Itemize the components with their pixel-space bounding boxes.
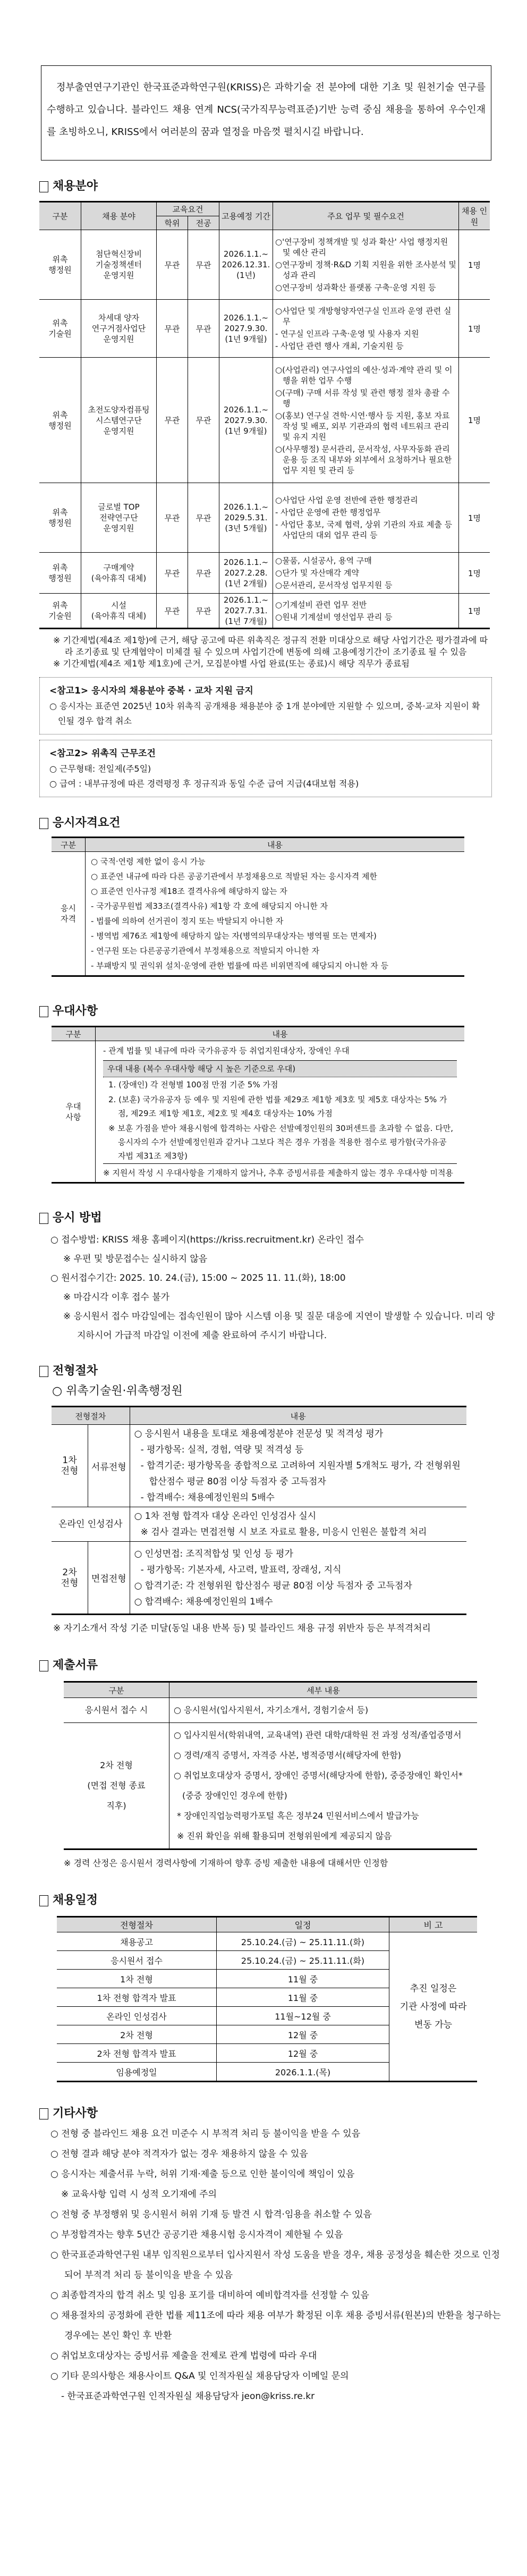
header-date: 일정	[217, 1917, 389, 1932]
section-heading-misc	[39, 2106, 527, 2122]
content-cell	[169, 1723, 478, 1849]
period-cell	[219, 230, 273, 300]
docs-note: ※ 경력 산정은 응시원서 경력사항에 기재하여 향후 증빙 제출한 내용에 대해서만 인정함	[64, 1858, 388, 1868]
misc-item: ○ 기타 문의사항은 채용사이트 Q&A 및 인적자원실 채용담당자 이메일 문의	[50, 2371, 349, 2381]
period-line: (1년 7개월)	[225, 616, 267, 626]
schedule-table	[57, 1916, 477, 2082]
remark-line: 변동 가능	[414, 2019, 453, 2030]
duty-item: ○문서관리, 문서작성 업무지원 등	[275, 580, 393, 590]
type-line: 자격	[61, 914, 76, 924]
preference-detail-header: 우대 내용 (복수 우대사항 해당 시 높은 기준으로 우대)	[103, 1061, 457, 1077]
misc-item: - 한국표준과학연구원 인적자원실 채용담당자 jeon@kriss.re.kr	[61, 2391, 315, 2402]
field-line: 첨단혁신장비	[96, 249, 142, 259]
process-item: ○ 인성면접: 조직적합성 및 인성 등 평가	[134, 1548, 293, 1559]
checkbox-square-icon	[39, 818, 48, 829]
type-line: 기술원	[48, 611, 72, 621]
misc-item: ○ 응시자는 제출서류 누락, 허위 기재·제출 등으로 인한 불이익에 책임이 있음	[50, 2169, 355, 2180]
qualify-table	[52, 837, 464, 977]
step-cell: 응시원서 접수	[57, 1951, 217, 1970]
section-heading-apply	[39, 1210, 527, 1226]
duties-cell	[273, 230, 459, 300]
process-table	[52, 1406, 466, 1615]
qualify-item: ○ 표준연 인사규정 제18조 결격사유에 해당하지 않는 자	[91, 886, 287, 896]
period-cell	[219, 553, 273, 594]
header-degree: 학위	[157, 216, 188, 230]
reference-item: ○ 근무형태: 전일제(주5일)	[49, 764, 151, 774]
duty-item: ○기계설비 관련 업무 전반	[275, 599, 367, 610]
misc-item: ○ 전형 중 블라인드 채용 요건 미준수 시 부적격 처리 등 불이익을 받을 수 있음	[50, 2129, 361, 2139]
checkbox-square-icon	[39, 1660, 48, 1671]
date-cell: 12월 중	[217, 2025, 389, 2044]
stage-line: 2차	[62, 1567, 77, 1578]
period-line: (1년)	[236, 271, 256, 280]
misc-item: ○ 최종합격자의 합격 취소 및 임용 포기를 대비하여 예비합격자를 선정할 수 있음	[50, 2290, 369, 2301]
header-content: 세부 내용	[169, 1682, 478, 1698]
table-row	[64, 1698, 477, 1723]
duty-item: ○물품, 시설공사, 용역 구매	[275, 556, 372, 565]
docs-table	[64, 1681, 477, 1850]
section-heading-schedule	[39, 1893, 527, 1908]
type-line: 행정원	[48, 573, 72, 583]
qualify-item: - 법률에 의하여 선거권이 정지 또는 박탈되지 아니한 자	[91, 916, 284, 926]
misc-item: ○ 한국표준과학연구원 내부 임직원으로부터 입사지원서 작성 도움을 받을 경우, 채용 공정성을 훼손한 것으로 인정되어 부적격 처리 등 불이익을 받을 수 있음	[50, 2250, 500, 2281]
reference-title: <참고2> 위촉직 근무조건	[49, 748, 156, 759]
field-line: (육아휴직 대체)	[91, 611, 147, 621]
type-line: 응시원서 접수 시	[84, 1705, 148, 1715]
date-cell: 11월 중	[217, 1988, 389, 2007]
step-cell: 채용공고	[57, 1932, 217, 1951]
remark-line: 추진 일정은	[410, 1983, 457, 1994]
misc-item: ※ 교육사항 입력 시 성적 오기재에 주의	[61, 2189, 217, 2200]
section-heading-qualify	[39, 815, 527, 831]
remark-cell	[389, 1932, 478, 2082]
header-type: 구분	[52, 1027, 96, 1041]
step-cell: 2차 전형 합격자 발표	[57, 2044, 217, 2063]
duty-item: ○사업단 및 개방형양자연구실 인프라 운영 관련 실무	[275, 306, 452, 326]
date-cell: 11월 중	[217, 1970, 389, 1988]
section-heading-process	[39, 1363, 527, 1379]
table-row	[64, 1723, 477, 1849]
recruit-note: ※ 기간제법(제4조 제1항 제1호)에 근거, 모집분야별 사업 완료(또는 종료)시 해당 직무가 종료됨	[53, 658, 410, 669]
duties-cell	[273, 553, 459, 594]
header-major: 전공	[188, 216, 219, 230]
stage-name-cell: 면접전형	[88, 1542, 130, 1615]
major-cell: 무관	[188, 358, 219, 483]
process-item: ○ 합격기준: 각 전형위원 합산점수 평균 80점 이상 득점자 중 고득점자	[134, 1580, 412, 1591]
process-subtitle: ○ 위촉기술원·위촉행정원	[52, 1384, 183, 1398]
reference-item: ○ 급여 : 내부규정에 따른 경력평정 후 정규직과 동일 수준 급여 지급(4대보험 적용)	[49, 779, 359, 789]
duty-item: - 연구실 인프라 구축·운영 및 사용자 지원	[275, 329, 419, 339]
table-row	[52, 852, 464, 976]
field-line: 기술정책센터	[96, 260, 142, 269]
step-cell: 1차 전형 합격자 발표	[57, 1988, 217, 2007]
reference-box-2	[39, 740, 492, 797]
prefer-note: ※ 지원서 작성 시 우대사항을 기재하지 않거나, 추후 증빙서류를 제출하지 않는 경우 우대사항 미적용	[103, 1168, 453, 1178]
process-item: - 평가항목: 기본자세, 사고력, 발표력, 장래성, 지식	[140, 1564, 342, 1575]
degree-cell: 무관	[157, 300, 188, 358]
misc-item: ○ 전형 결과 해당 분야 적격자가 없는 경우 채용하지 않을 수 있음	[50, 2149, 308, 2159]
type-line: 위촉	[52, 563, 68, 572]
table-row	[52, 1507, 466, 1542]
header-row	[52, 1407, 466, 1425]
stage-line: 1차	[62, 1455, 77, 1466]
field-cell	[81, 358, 157, 483]
date-cell: 12월 중	[217, 2044, 389, 2063]
doc-item: ○ 취업보호대상자 증명서, 장애인 증명서(해당자에 한함), 중증장애인 확인서*(중증 장애인인 경우에 한함)	[174, 1770, 463, 1801]
header-row	[39, 202, 490, 216]
header-row	[57, 1917, 477, 1932]
heading-text: 응시자격요건	[53, 816, 121, 830]
qualify-item: - 연구원 또는 다른공공기관에서 부정채용으로 적발되지 아니한 자	[91, 946, 320, 956]
type-line: 2차 전형	[100, 1760, 133, 1770]
header-row	[52, 1027, 464, 1041]
period-line: 2027.9.30.	[224, 324, 268, 333]
header-step: 전형절차	[57, 1917, 217, 1932]
period-line: 2026.1.1.~	[223, 558, 269, 567]
stage-line: 전형	[61, 1466, 79, 1476]
duty-item: ○연구장비 성과확산 플랫폼 구축·운영 지원 등	[275, 283, 436, 292]
stage-line: 전형	[61, 1577, 79, 1589]
section-heading-recruit	[39, 179, 527, 195]
field-line: 차세대 양자	[98, 313, 140, 323]
period-line: 2027.9.30.	[224, 415, 268, 425]
heading-text: 제출서류	[53, 1659, 98, 1672]
process-item: ※ 검사 결과는 면접전형 시 보조 자료로 활용, 미응시 인원은 불합격 처리	[140, 1527, 427, 1538]
content-cell	[130, 1425, 466, 1507]
reference-item: ○ 응시자는 표준연 2025년 10차 위촉직 공개채용 채용분야 중 1개 분야에만 지원할 수 있으며, 중복·교차 지원이 확인될 경우 합격 취소	[49, 701, 480, 726]
type-cell	[52, 1041, 96, 1183]
field-line: 운영지원	[103, 523, 134, 533]
heading-text: 우대사항	[53, 1004, 98, 1018]
date-cell: 2026.1.1.(목)	[217, 2063, 389, 2082]
duty-item: ○(구매) 구매 서류 작성 및 관련 행정 절차 총괄 수행	[275, 388, 450, 408]
type-cell	[39, 358, 81, 483]
table-row	[57, 1932, 477, 1951]
type-cell	[39, 553, 81, 594]
field-cell	[81, 230, 157, 300]
table-row	[39, 230, 490, 300]
duty-item: ○(사업관리) 연구사업의 예산·성과·계약 관리 및 이행을 위한 업무 수행	[275, 365, 453, 385]
major-cell: 무관	[188, 594, 219, 629]
type-line: 직후)	[106, 1801, 126, 1811]
table-row	[52, 1041, 464, 1183]
duties-cell	[273, 358, 459, 483]
step-cell: 온라인 인성검사	[57, 2007, 217, 2025]
apply-item: ※ 우편 및 방문접수는 실시하지 않음	[63, 1254, 208, 1264]
apply-item: ○ 원서접수기간: 2025. 10. 24.(금), 15:00 ~ 2025 11. 11.(화), 18:00	[50, 1273, 346, 1283]
type-line: 위촉	[52, 318, 68, 328]
stage-line: 온라인 인성검사	[58, 1519, 123, 1530]
period-line: 2026.1.1.~	[223, 313, 269, 323]
process-item: ○ 1차 전형 합격자 대상 온라인 인성검사 실시	[134, 1511, 317, 1522]
step-cell: 1차 전형	[57, 1970, 217, 1988]
recruit-note: ※ 기간제법(제4조 제1항)에 근거, 해당 공고에 따른 위촉직은 정규직 전환 미대상으로 해당 사업기간은 평가결과에 따라 조기종료 및 단계협약이 미체결 될 수 있으며 사업기간에 변동에 의해 고용예정기간이 조기종료 될 수 있음	[53, 635, 488, 657]
duty-item: - 사업단 홍보, 국제 협력, 상위 기관의 자료 제출 등 사업단의 대외 업무 관리 등	[275, 520, 453, 540]
field-line: 구매계약	[103, 563, 134, 572]
period-cell	[219, 300, 273, 358]
process-item: - 합격기준: 평가항목을 종합적으로 고려하여 지원자별 5개척도 평가, 각 전형위원 합산점수 평균 80점 이상 득점자 중 고득점자	[140, 1460, 461, 1487]
doc-item: ○ 응시원서(입사지원서, 자기소개서, 경험기술서 등)	[174, 1705, 369, 1715]
doc-item: ○ 입사지원서(학위내역, 교육내역) 관련 대학/대학원 전 과정 성적/졸업증명서	[174, 1730, 462, 1740]
period-line: 2027.2.28.	[224, 568, 268, 578]
content-cell	[96, 1041, 465, 1183]
period-line: 2026.1.1.~	[223, 249, 269, 259]
apply-item: ※ 응시원서 접수 마감일에는 접속인원이 많아 시스템 이용 및 질문 대응에 지연이 발생할 수 있습니다. 미리 양지하시어 가급적 마감일 이전에 제출 완료하여 주시기 바랍니다.	[63, 1311, 495, 1341]
header-type: 구분	[52, 838, 86, 852]
table-row	[39, 553, 490, 594]
duty-item: ○연구장비 정책·R&D 기획 지원을 위한 조사분석 및 성과 관리	[275, 260, 456, 280]
heading-text: 응시 방법	[53, 1211, 102, 1224]
field-line: 시스템연구단	[96, 415, 142, 425]
preference-detail-box	[103, 1060, 457, 1164]
qualify-item: - 국가공무원법 제33조(결격사유) 제1항 각 호에 해당되지 아니한 자	[91, 901, 328, 911]
count-cell: 1명	[459, 483, 490, 553]
duty-item: ○단가 및 자산매각 계약	[275, 568, 359, 578]
type-line: (면접 전형 종료	[87, 1780, 146, 1790]
checkbox-square-icon	[39, 1366, 48, 1377]
count-cell: 1명	[459, 230, 490, 300]
type-line: 우대	[65, 1101, 81, 1111]
count-cell: 1명	[459, 594, 490, 629]
header-content: 내용	[96, 1027, 465, 1041]
misc-list	[50, 2124, 502, 2406]
header-type: 구분	[39, 202, 81, 230]
field-line: (육아휴직 대체)	[91, 573, 147, 583]
field-line: 글로벌 TOP	[98, 502, 140, 512]
period-line: 2026.12.31.	[222, 260, 270, 269]
header-count: 채용 인원	[459, 202, 490, 230]
header-content: 내용	[130, 1407, 466, 1425]
type-line: 위촉	[52, 508, 68, 517]
degree-cell: 무관	[157, 594, 188, 629]
apply-list	[50, 1230, 497, 1345]
apply-item: ※ 마감시각 이후 접수 불가	[63, 1292, 170, 1303]
header-field: 채용 분야	[81, 202, 157, 230]
heading-text: 채용일정	[53, 1894, 98, 1907]
doc-item: * 장애인직업능력평가포털 혹은 정부24 민원서비스에서 발급가능	[177, 1811, 419, 1821]
prefer-table	[52, 1026, 464, 1184]
duty-item: ○사업단 사업 운영 전반에 관한 행정관리	[275, 495, 418, 505]
period-line: 2026.1.1.~	[223, 595, 269, 605]
reference-title: <참고1> 응시자의 채용분야 중복 · 교차 지원 금지	[49, 686, 253, 696]
apply-item: ○ 접수방법: KRISS 채용 홈페이지(https://kriss.recruitment.kr) 온라인 접수	[50, 1235, 364, 1245]
stage-name-cell: 서류전형	[88, 1425, 130, 1507]
header-stage: 전형절차	[52, 1407, 130, 1425]
degree-cell: 무관	[157, 483, 188, 553]
type-line: 행정원	[48, 420, 72, 430]
table-row	[39, 358, 490, 483]
duties-cell	[273, 483, 459, 553]
type-cell	[39, 230, 81, 300]
type-line: 위촉	[52, 601, 68, 610]
doc-item: ※ 진위 확인을 위해 활용되며 전형위원에게 제공되지 않음	[177, 1831, 392, 1841]
duty-item: - 사업단 운영에 관한 행정업무	[275, 508, 381, 517]
duty-item: ○원내 기계설비 영선업무 관리 등	[275, 612, 393, 622]
field-cell	[81, 553, 157, 594]
duty-item: ○(홍보) 연구실 견학·시연·행사 등 지원, 홍보 자료 작성 및 배포, 외부 기관과의 협력 네트워크 관리 및 유지 지원	[275, 411, 450, 442]
field-cell	[81, 300, 157, 358]
duties-cell	[273, 594, 459, 629]
heading-text: 기타사항	[53, 2107, 98, 2120]
header-row	[52, 838, 464, 852]
degree-cell: 무관	[157, 358, 188, 483]
misc-item: ○ 취업보호대상자는 증빙서류 제출을 전제로 관계 법령에 따라 우대	[50, 2351, 317, 2361]
date-cell: 25.10.24.(금) ~ 25.11.11.(화)	[217, 1951, 389, 1970]
major-cell: 무관	[188, 230, 219, 300]
content-cell	[130, 1542, 466, 1615]
count-cell: 1명	[459, 553, 490, 594]
process-item: ○ 합격배수: 채용예정인원의 1배수	[134, 1596, 273, 1607]
period-line: (3년 5개월)	[225, 523, 267, 533]
stage-cell	[52, 1542, 88, 1615]
table-row	[39, 594, 490, 629]
table-row	[52, 1425, 466, 1507]
intro-box	[41, 65, 491, 161]
process-note: ※ 자기소개서 작성 기준 미달(동일 내용 반복 등) 및 블라인드 채용 규정 위반자 등은 부적격처리	[53, 1623, 431, 1634]
period-line: 2026.1.1.~	[223, 502, 269, 512]
date-cell: 25.10.24.(금) ~ 25.11.11.(화)	[217, 1932, 389, 1951]
type-line: 행정원	[48, 265, 72, 275]
misc-item: ○ 부정합격자는 향후 5년간 공공기관 채용시험 응시자격이 제한될 수 있음	[50, 2229, 343, 2240]
checkbox-square-icon	[39, 1213, 48, 1224]
preference-detail-item: 2. (보훈) 국가유공자 등 예우 및 지원에 관한 법률 제29조 제1항 제3호 및 제5호 대상자는 5% 가점, 제29조 제1항 제1호, 제2호 및 제4호 대상자는 10% 가점	[108, 1095, 447, 1118]
checkbox-square-icon	[39, 2108, 48, 2119]
field-line: 운영지원	[103, 426, 134, 436]
process-item: ○ 응시원서 내용을 토대로 채용예정분야 전문성 및 적격성 평가	[134, 1429, 384, 1439]
count-cell: 1명	[459, 300, 490, 358]
period-line: 2029.5.31.	[224, 513, 268, 522]
type-line: 기술원	[48, 329, 72, 339]
recruit-table	[39, 201, 490, 629]
section-heading-prefer	[39, 1003, 527, 1019]
header-period: 고용예정 기간	[219, 202, 273, 230]
header-content: 내용	[86, 838, 465, 852]
checkbox-square-icon	[39, 1006, 48, 1017]
field-line: 연구거점사업단	[91, 324, 146, 333]
field-line: 시설	[111, 601, 126, 610]
heading-text: 전형절차	[53, 1364, 98, 1378]
process-item: - 합격배수: 채용예정인원의 5배수	[140, 1492, 275, 1503]
content-cell	[169, 1698, 478, 1723]
field-cell	[81, 594, 157, 629]
content-cell	[130, 1507, 466, 1542]
header-remark: 비 고	[389, 1917, 478, 1932]
process-item: - 평가항목: 실적, 경험, 역량 및 적격성 등	[140, 1445, 304, 1455]
major-cell: 무관	[188, 300, 219, 358]
table-row	[52, 1542, 466, 1615]
table-row	[39, 483, 490, 553]
misc-item: ○ 채용절차의 공정화에 관한 법률 제11조에 따라 채용 여부가 확정된 이후 채용 증빙서류(원본)의 반환을 청구하는 경우에는 본인 확인 후 반환	[50, 2310, 501, 2341]
type-cell	[64, 1698, 169, 1723]
count-cell: 1명	[459, 358, 490, 483]
content-cell	[86, 852, 465, 976]
prefer-intro: - 관계 법률 및 내규에 따라 국가유공자 등 취업지원대상자, 장애인 우대	[103, 1046, 350, 1055]
period-line: 2027.7.31.	[224, 606, 268, 615]
qualify-item: - 병역법 제76조 제1항에 해당하지 않는 자(병역의무대상자는 병역필 또는 면제자)	[91, 931, 377, 941]
period-cell	[219, 483, 273, 553]
type-line: 위촉	[52, 255, 68, 264]
remark-line: 기관 사정에 따라	[400, 2001, 467, 2012]
qualify-item: ○ 표준연 내규에 따라 다른 공공기관에서 부정채용으로 적발된 자는 응시자격 제한	[91, 872, 377, 881]
field-cell	[81, 483, 157, 553]
heading-text: 채용분야	[53, 180, 98, 193]
reference-box-1	[39, 677, 492, 734]
period-line: (1년 2개월)	[225, 579, 267, 588]
period-line: (1년 9개월)	[225, 334, 267, 344]
field-line: 초전도양자컴퓨팅	[88, 404, 150, 415]
type-cell	[52, 852, 86, 976]
header-duties: 주요 업무 및 필수요건	[273, 202, 459, 230]
type-line: 위촉	[52, 410, 68, 420]
qualify-item: - 부패방지 및 권익위 설치·운영에 관한 법률에 따른 비위면직에 해당되지 아니한 자 등	[91, 961, 389, 970]
type-line: 응시	[61, 903, 76, 913]
step-cell: 임용예정일	[57, 2063, 217, 2082]
period-cell	[219, 594, 273, 629]
period-cell	[219, 358, 273, 483]
preference-detail-item: 1. (장애인) 각 전형별 100점 만점 기준 5% 가점	[108, 1080, 278, 1089]
preference-detail-item: ※ 보훈 가점을 받아 채용시험에 합격하는 사람은 선발예정인원의 30퍼센트를 초과할 수 없음. 다만, 응시자의 수가 선발예정인원과 같거나 그보다 적은 경우 가점을 적용한 점수로 평가함(국가유공자법 제31조 제3항)	[108, 1124, 454, 1161]
misc-item: ○ 전형 중 부정행위 및 응시원서 허위 기재 등 발견 시 합격·임용을 취소할 수 있음	[50, 2209, 372, 2220]
checkbox-square-icon	[39, 181, 48, 192]
header-type: 구분	[64, 1682, 169, 1698]
duty-item: - 사업단 관련 행사 개최, 기술지원 등	[275, 341, 404, 351]
duty-item: ○'연구장비 정책개발 및 성과 확산' 사업 행정지원 및 예산 관리	[275, 237, 448, 257]
qualify-item: ○ 국적·연령 제한 없이 응시 가능	[91, 857, 206, 866]
field-line: 전략연구단	[99, 513, 138, 522]
field-line: 운영지원	[103, 334, 134, 344]
type-line: 사항	[65, 1112, 81, 1122]
type-line: 행정원	[48, 518, 72, 528]
major-cell: 무관	[188, 483, 219, 553]
doc-item: ○ 경력/재직 증명서, 자격증 사본, 병적증명서(해당자에 한함)	[174, 1750, 402, 1760]
type-cell	[39, 594, 81, 629]
type-cell	[64, 1723, 169, 1849]
duty-item: ○(사무행정) 문서관리, 문서작성, 사무자동화 관리운용 등 조직 내부와 외부에서 요청하거나 필요한 업무 지원 및 관리 등	[275, 444, 452, 475]
stage-cell	[52, 1507, 130, 1542]
period-line: 2026.1.1.~	[223, 404, 269, 415]
major-cell: 무관	[188, 553, 219, 594]
duties-cell	[273, 300, 459, 358]
header-edu: 교육요건	[157, 202, 219, 216]
date-cell: 11월~12월 중	[217, 2007, 389, 2025]
intro-text: 정부출연연구기관인 한국표준과학연구원(KRISS)은 과학기술 전 분야에 대한 기초 및 원천기술 연구를 수행하고 있습니다. 블라인드 채용 연계 NCS(국가직무능력표준)기반 능력 중심 채용을 통하여 우수인재를 초빙하오니, KRISS에서 여러분의 꿈과 열정을 마음껏 펼치시길 바랍니다.	[47, 82, 486, 138]
section-heading-docs	[39, 1658, 527, 1674]
stage-cell	[52, 1425, 88, 1507]
degree-cell: 무관	[157, 553, 188, 594]
period-line: (1년 9개월)	[225, 426, 267, 436]
type-cell	[39, 300, 81, 358]
step-cell: 2차 전형	[57, 2025, 217, 2044]
recruit-notes	[53, 635, 494, 670]
type-cell	[39, 483, 81, 553]
checkbox-square-icon	[39, 1895, 48, 1906]
header-row	[64, 1682, 477, 1698]
field-line: 운영지원	[103, 271, 134, 280]
degree-cell: 무관	[157, 230, 188, 300]
table-row	[39, 300, 490, 358]
